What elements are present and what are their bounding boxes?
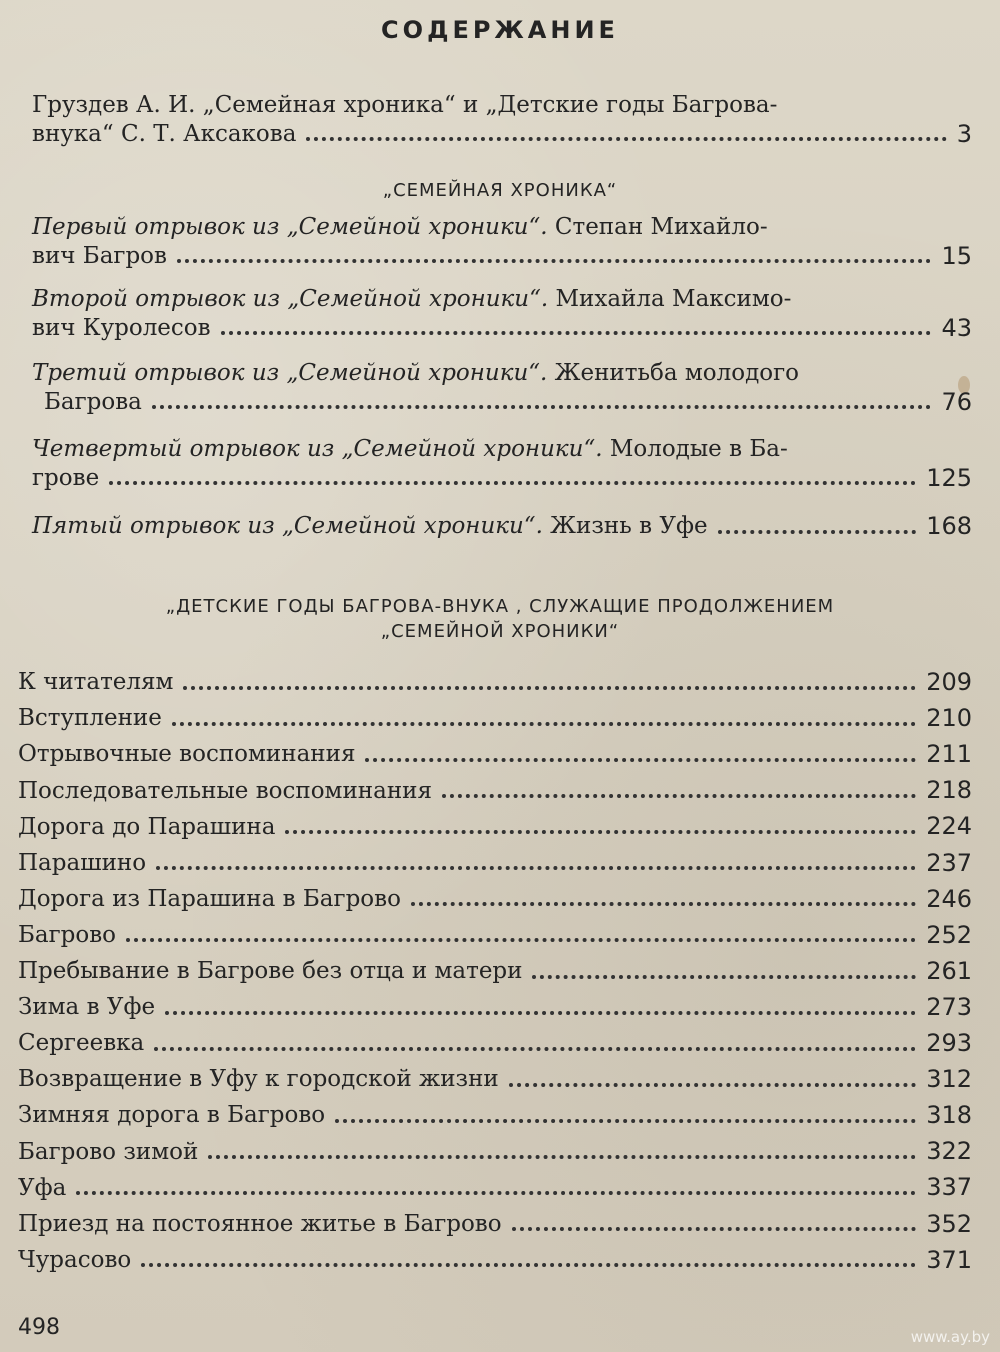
toc-entry	[32, 286, 972, 342]
leader-dots	[156, 866, 916, 870]
toc-entry-text: Дорога из Парашина в Багрово	[18, 885, 401, 912]
section-title-line: „СЕМЕЙНОЙ ХРОНИКИ“	[380, 621, 620, 643]
toc-entry-italic: Второй отрывок из „Семейной хроники“.	[32, 286, 549, 312]
toc-entry-text: Вступление	[18, 705, 162, 732]
toc-entry	[18, 921, 972, 950]
toc-entry-text: вич Багров	[32, 242, 167, 269]
section-title	[0, 594, 1000, 644]
toc-entry-text: Последовательные воспоминания	[18, 777, 432, 804]
toc-entry	[18, 704, 972, 733]
toc-entry-text: вич Куролесов	[32, 314, 211, 341]
toc-entry	[18, 1065, 972, 1094]
toc-entry	[32, 360, 972, 416]
toc-entry-text: Степан Михайло-	[547, 214, 768, 240]
leader-dots	[177, 259, 931, 263]
toc-entry-text: Зимняя дорога в Багрово	[18, 1102, 326, 1129]
toc-entry-text: грове	[32, 464, 100, 491]
toc-page-number: 15	[941, 241, 972, 270]
toc-entry-text: Приезд на постоянное житье в Багрово	[18, 1210, 502, 1237]
toc-page-number: 371	[926, 1245, 972, 1274]
toc-page-number: 237	[926, 848, 972, 877]
leader-dots	[126, 938, 916, 942]
leader-dots	[152, 405, 932, 409]
page-number: 498	[18, 1315, 60, 1340]
toc-entry-italic: Третий отрывок из „Семейной хроники“.	[32, 360, 548, 386]
toc-entry-italic: Пятый отрывок из „Семейной хроники“.	[32, 513, 543, 540]
leader-dots	[76, 1191, 916, 1195]
leader-dots	[532, 975, 916, 979]
leader-dots	[718, 530, 917, 534]
toc-entry-text: Михайла Максимо-	[548, 286, 792, 312]
toc-page-number: 252	[926, 920, 972, 949]
toc-entry-text: Молодые в Ба-	[602, 436, 788, 462]
section-title-line: „ДЕТСКИЕ ГОДЫ БАГРОВА-ВНУКА , СЛУЖАЩИЕ ПРОДОЛЖЕНИЕМ	[165, 596, 835, 617]
page-title: СОДЕРЖАНИЕ	[381, 16, 619, 44]
toc-page-number: 224	[926, 812, 972, 841]
toc-entry-text: Жизнь в Уфе	[542, 513, 708, 540]
leader-dots	[221, 331, 932, 335]
toc-entry	[32, 214, 972, 270]
toc-entry	[18, 1173, 972, 1202]
toc-entry	[18, 1246, 972, 1275]
toc-entry-text: Женитьба молодого	[547, 360, 799, 386]
toc-page-number: 318	[926, 1101, 972, 1130]
toc-page-number: 293	[926, 1029, 972, 1057]
toc-entry	[18, 1101, 972, 1130]
toc-entry-text: Зима в Уфе	[18, 994, 156, 1021]
toc-entry-text: Груздев А. И. „Семейная хроника“ и „Детские годы Багрова-	[32, 92, 778, 118]
leader-dots	[208, 1155, 916, 1159]
toc-entry-text: Багрово	[18, 921, 117, 948]
toc-entry	[18, 1210, 972, 1239]
toc-entry-italic: Первый отрывок из „Семейной хроники“.	[32, 214, 548, 240]
toc-page-number: 43	[941, 313, 972, 342]
leader-dots	[509, 1083, 916, 1087]
toc-entry-intro	[32, 92, 972, 148]
toc-page-number: 322	[926, 1137, 972, 1166]
toc-entry	[18, 812, 972, 841]
watermark: www.ay.by	[910, 1328, 990, 1346]
toc-page-number: 273	[926, 992, 972, 1021]
toc-entry-text: Багрово зимой	[18, 1138, 199, 1165]
leader-dots	[109, 481, 916, 485]
toc-page-number: 168	[926, 512, 972, 540]
section-title: „СЕМЕЙНАЯ ХРОНИКА“	[382, 180, 618, 201]
leader-dots	[285, 830, 916, 834]
toc-entry	[32, 436, 972, 492]
toc-page-number: 76	[941, 387, 972, 416]
leader-dots	[442, 794, 916, 798]
toc-entry	[18, 849, 972, 878]
leader-dots	[172, 722, 916, 726]
leader-dots	[365, 758, 916, 762]
toc-page-number: 312	[926, 1065, 972, 1094]
toc-entry	[18, 1029, 972, 1058]
toc-page-number: 209	[926, 668, 972, 696]
toc-entry-text: К читателям	[18, 669, 174, 696]
leader-dots	[183, 686, 916, 690]
toc-page-number: 210	[926, 704, 972, 733]
toc-entry-text: Багрова	[44, 388, 142, 415]
leader-dots	[512, 1227, 917, 1231]
toc-page-number: 246	[926, 884, 972, 913]
toc-page-number: 125	[926, 463, 972, 492]
toc-entry	[18, 740, 972, 769]
toc-entry	[18, 957, 972, 986]
leader-dots	[306, 137, 946, 141]
toc-entry	[32, 512, 972, 541]
toc-entry-text: Возвращение в Уфу к городской жизни	[18, 1066, 499, 1093]
toc-entry-text: Уфа	[18, 1174, 67, 1201]
toc-entry	[18, 776, 972, 805]
toc-page-number: 3	[956, 119, 972, 148]
toc-entry-text: Сергеевка	[18, 1030, 145, 1057]
toc-page-number: 337	[926, 1173, 972, 1202]
leader-dots	[154, 1047, 916, 1051]
leader-dots	[335, 1119, 916, 1123]
toc-entry-text: Парашино	[18, 849, 147, 876]
toc-entry	[18, 1137, 972, 1166]
toc-entry-italic: Четвертый отрывок из „Семейной хроники“.	[32, 436, 603, 462]
toc-entry-text: Дорога до Парашина	[18, 813, 276, 840]
toc-entry	[18, 668, 972, 697]
toc-entry	[18, 885, 972, 914]
toc-page-number: 261	[926, 956, 972, 985]
toc-entry-text: Чурасово	[18, 1246, 132, 1273]
toc-page-number: 218	[926, 776, 972, 805]
toc-page-number: 211	[926, 740, 972, 769]
toc-entry-text: Отрывочные воспоминания	[18, 741, 356, 768]
toc-entry-text: Пребывание в Багрове без отца и матери	[18, 958, 523, 984]
toc-entry	[18, 993, 972, 1022]
leader-dots	[411, 902, 916, 906]
toc-entry-text: внука“ С. Т. Аксакова	[32, 120, 297, 147]
leader-dots	[165, 1011, 916, 1015]
leader-dots	[141, 1263, 916, 1267]
toc-page-number: 352	[926, 1209, 972, 1238]
